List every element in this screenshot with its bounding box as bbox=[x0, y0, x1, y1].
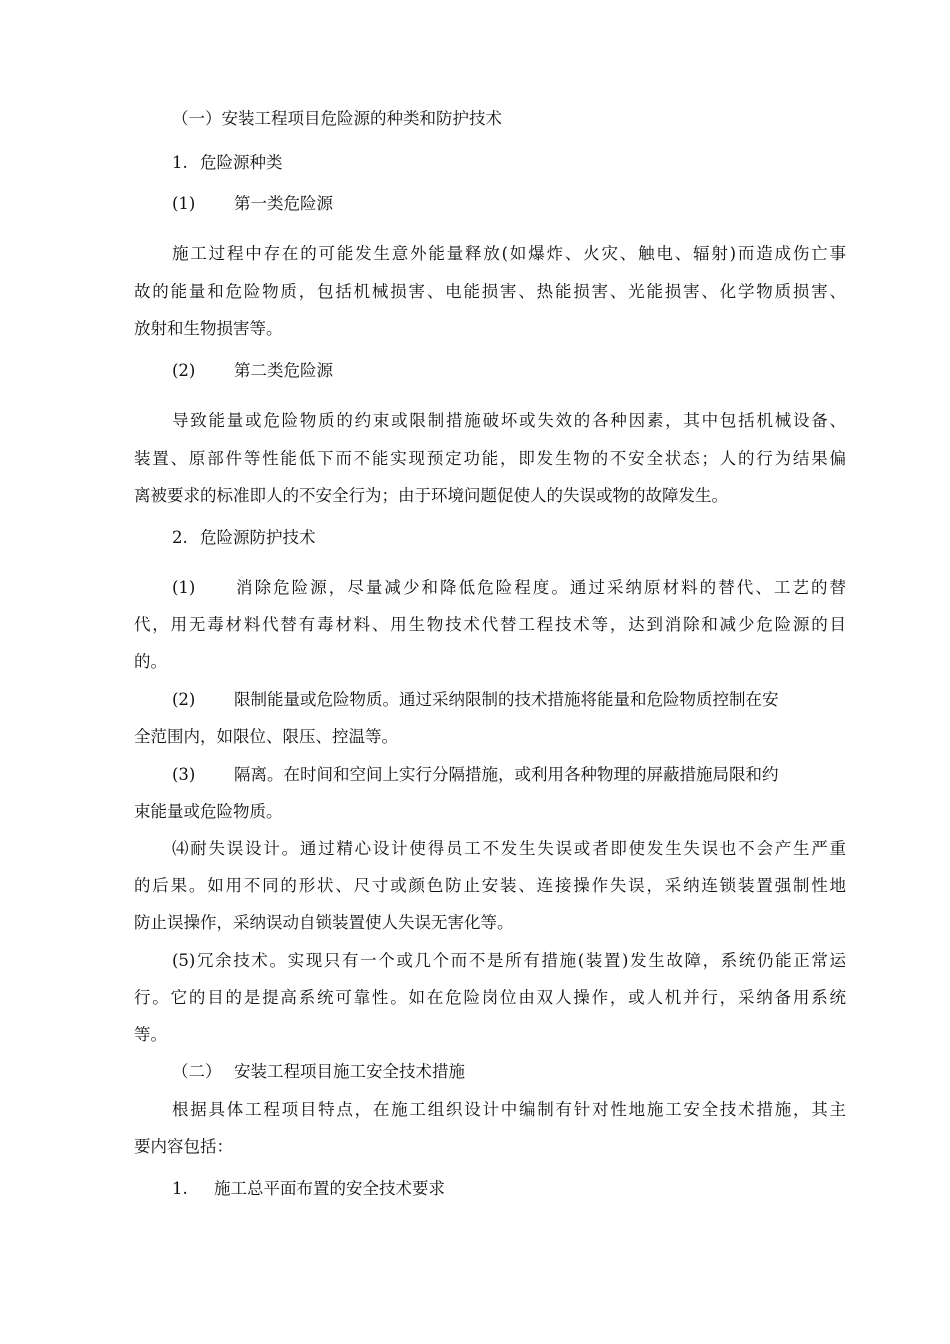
paragraph-line bbox=[172, 764, 779, 786]
paragraph-line bbox=[172, 689, 779, 711]
paragraph-line bbox=[172, 577, 846, 599]
paragraph-line: 要内容包括： bbox=[134, 1137, 233, 1156]
paragraph-line: 放射和生物损害等。 bbox=[134, 319, 283, 338]
list-number: (3) bbox=[172, 765, 196, 784]
paragraph-line: 离被要求的标准即人的不安全行为；由于环境问题促使人的失误或物的故障发生。 bbox=[134, 486, 728, 505]
subheading-text: 危险源种类 bbox=[200, 153, 283, 172]
subheading-protection bbox=[172, 527, 316, 549]
subheading-site-layout bbox=[172, 1178, 445, 1200]
item-first-class bbox=[172, 193, 333, 215]
line-text: 消除危险源，尽量减少和降低危险程度。通过采纳原材料的替代、工艺的替 bbox=[234, 578, 846, 597]
subheading-hazard-types bbox=[172, 152, 283, 174]
paragraph-line: 防止误操作，采纳误动自锁装置使人失误无害化等。 bbox=[134, 913, 514, 932]
paragraph-line: 故的能量和危险物质，包括机械损害、电能损害、热能损害、光能损害、化学物质损害、 bbox=[134, 282, 846, 301]
list-number: (1) bbox=[172, 578, 196, 597]
paragraph-line: 装置、原部件等性能低下而不能实现预定功能，即发生物的不安全状态；人的行为结果偏 bbox=[134, 449, 846, 468]
paragraph-line: 的后果。如用不同的形状、尺寸或颜色防止安装、连接操作失误，采纳连锁装置强制性地 bbox=[134, 876, 846, 895]
item-second-class bbox=[172, 360, 333, 382]
heading-text: 安装工程项目施工安全技术措施 bbox=[234, 1062, 465, 1081]
paragraph-line: 束能量或危险物质。 bbox=[134, 802, 283, 821]
paragraph-line: 等。 bbox=[134, 1025, 167, 1044]
paragraph-line: 全范围内，如限位、限压、控温等。 bbox=[134, 727, 398, 746]
section-heading-1: （一）安装工程项目危险源的种类和防护技术 bbox=[172, 109, 502, 128]
section-heading-2 bbox=[172, 1061, 465, 1083]
list-number: 1. bbox=[172, 153, 188, 172]
paragraph-line: 施工过程中存在的可能发生意外能量释放(如爆炸、火灾、触电、辐射)而造成伤亡事 bbox=[172, 244, 846, 263]
item-title: 第一类危险源 bbox=[234, 194, 333, 213]
list-number: 2. bbox=[172, 528, 188, 547]
paragraph-line: (5)冗余技术。实现只有一个或几个而不是所有措施(装置)发生故障，系统仍能正常运 bbox=[172, 951, 846, 970]
paragraph-line: 根据具体工程项目特点，在施工组织设计中编制有针对性地施工安全技术措施，其主 bbox=[172, 1100, 846, 1119]
paragraph-line: 代，用无毒材料代替有毒材料、用生物技术代替工程技术等，达到消除和减少危险源的目 bbox=[134, 615, 846, 634]
list-number: (2) bbox=[172, 361, 196, 380]
list-number: 1. bbox=[172, 1179, 188, 1198]
subheading-text: 危险源防护技术 bbox=[200, 528, 316, 547]
subheading-text: 施工总平面布置的安全技术要求 bbox=[214, 1179, 445, 1198]
list-number: (2) bbox=[172, 690, 196, 709]
heading-number: （二） bbox=[172, 1062, 222, 1081]
paragraph-line: 导致能量或危险物质的约束或限制措施破坏或失效的各种因素，其中包括机械设备、 bbox=[172, 411, 846, 430]
paragraph-line: 的。 bbox=[134, 652, 167, 671]
line-text: 隔离。在时间和空间上实行分隔措施，或利用各种物理的屏蔽措施局限和约 bbox=[234, 765, 779, 784]
paragraph-line: ⑷耐失误设计。通过精心设计使得员工不发生失误或者即使发生失误也不会产生严重 bbox=[172, 839, 846, 858]
item-title: 第二类危险源 bbox=[234, 361, 333, 380]
list-number: (1) bbox=[172, 194, 196, 213]
line-text: 限制能量或危险物质。通过采纳限制的技术措施将能量和危险物质控制在安 bbox=[234, 690, 779, 709]
paragraph-line: 行。它的目的是提高系统可靠性。如在危险岗位由双人操作，或人机并行，采纳备用系统 bbox=[134, 988, 846, 1007]
